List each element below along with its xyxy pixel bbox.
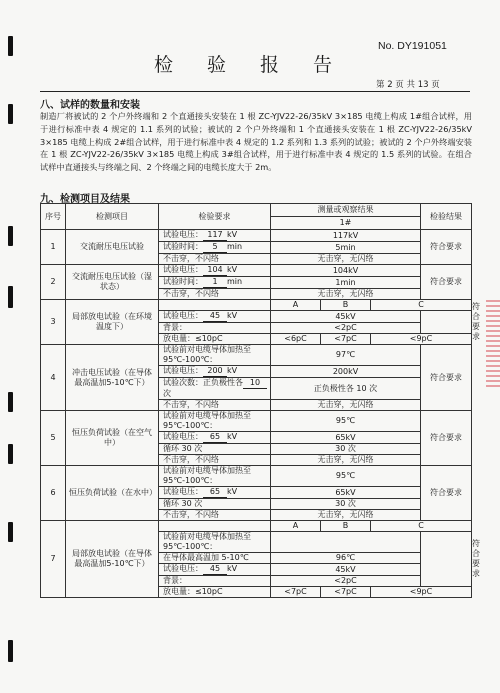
result-cell: 65kV	[271, 432, 421, 444]
row-seq: 1	[41, 230, 66, 265]
result-cell: 97℃	[271, 345, 421, 366]
requirement-label: 不击穿，不闪络	[163, 400, 219, 409]
result-cell	[271, 532, 421, 553]
requirement-cell	[159, 289, 271, 300]
section-8-title: 八、试样的数量和安装	[40, 100, 140, 111]
phase-header: B	[321, 521, 371, 532]
requirement-unit: min	[227, 277, 243, 286]
punch-mark	[8, 640, 13, 662]
requirement-label: 循环 30 次	[163, 444, 203, 453]
requirement-label: 背景：	[163, 323, 187, 332]
table-row	[41, 466, 472, 487]
phase-header: A	[271, 300, 321, 311]
requirement-blank	[159, 521, 271, 532]
requirement-value: 104	[203, 265, 227, 276]
result-cell: 无击穿，无闪络	[271, 455, 421, 466]
requirement-value: 10	[243, 378, 267, 389]
punch-mark	[8, 226, 13, 246]
requirement-cell	[159, 265, 271, 277]
row-item: 恒压负荷试验（在水中）	[66, 466, 159, 521]
requirement-value: 200	[203, 366, 227, 377]
page-title: 检 验 报 告	[153, 54, 347, 76]
phase-header: C	[371, 521, 472, 532]
section-9-title: 九、检测项目及结果	[40, 194, 130, 205]
phase-result: <7pC	[321, 334, 371, 345]
phase-result: <9pC	[371, 334, 472, 345]
requirement-label: 不击穿，不闪络	[163, 510, 219, 519]
requirement-cell	[159, 366, 271, 378]
result-cell: <2pC	[271, 323, 421, 334]
phase-header: A	[271, 521, 321, 532]
requirement-unit: min	[227, 242, 243, 251]
requirement-label: 放电量：≤10pC	[163, 587, 223, 596]
table-row	[41, 345, 472, 366]
requirement-cell	[159, 323, 271, 334]
phase-result: <7pC	[271, 587, 321, 598]
phase-result: <7pC	[321, 587, 371, 598]
requirement-cell	[159, 378, 271, 400]
table-row: 3 局部放电试验（在环境温度下） A B C 符合要求	[41, 300, 472, 311]
requirement-unit: 次	[163, 389, 171, 398]
result-cell: 96℃	[271, 553, 421, 564]
result-cell: 65kV	[271, 487, 421, 499]
result-cell: <2pC	[271, 576, 421, 587]
result-cell: 30 次	[271, 444, 421, 455]
requirement-label: 在导体最高温加 5-10℃	[163, 553, 249, 562]
requirement-label: 不击穿，不闪络	[163, 455, 219, 464]
requirement-unit: kV	[227, 432, 238, 441]
requirement-label: 试验电压：	[163, 432, 203, 441]
requirement-cell	[159, 564, 271, 576]
requirement-cell	[159, 466, 271, 487]
requirement-label: 试验电压：	[163, 366, 203, 375]
result-cell: 1min	[271, 277, 421, 289]
result-cell: 95℃	[271, 411, 421, 432]
phase-result: <9pC	[371, 587, 472, 598]
result-cell: 无击穿，无闪络	[271, 400, 421, 411]
row-seq: 5	[41, 411, 66, 466]
header-conclusion: 检验结果	[421, 204, 472, 230]
results-table	[40, 203, 480, 598]
result-cell: 45kV	[271, 311, 421, 323]
table-row	[41, 411, 472, 432]
requirement-label: 试验次数：正负极性各	[163, 378, 243, 387]
table-row	[41, 230, 472, 242]
row-item: 交流耐压电压试验（湿状态）	[66, 265, 159, 300]
requirement-label: 试验前对电缆导体加热至 95℃-100℃：	[163, 345, 251, 364]
header-rule	[40, 91, 470, 92]
row-conclusion: 符合要求	[421, 265, 472, 300]
punch-mark	[8, 392, 13, 412]
row-seq: 6	[41, 466, 66, 521]
header-sample: 1#	[271, 217, 421, 230]
requirement-label: 试验前对电缆导体加热至 95℃-100℃：	[163, 466, 251, 485]
requirement-label: 背景：	[163, 576, 187, 585]
requirement-cell	[159, 230, 271, 242]
requirement-cell	[159, 311, 271, 323]
requirement-cell	[159, 576, 271, 587]
requirement-cell	[159, 242, 271, 254]
punch-mark	[8, 286, 13, 308]
requirement-cell	[159, 254, 271, 265]
punch-mark	[8, 104, 13, 124]
header-item: 检测项目	[66, 204, 159, 230]
requirement-value: 1	[203, 277, 227, 288]
requirement-label: 试验前对电缆导体加热至 95℃-100℃：	[163, 532, 251, 551]
result-cell: 117kV	[271, 230, 421, 242]
phase-header: C	[371, 300, 472, 311]
row-item: 局部放电试验（在导体最高温加5-10℃下）	[66, 521, 159, 598]
row-item: 局部放电试验（在环境温度下）	[66, 300, 159, 345]
requirement-cell	[159, 487, 271, 499]
requirement-cell	[159, 334, 271, 345]
result-cell: 200kV	[271, 366, 421, 378]
table-row	[41, 265, 472, 277]
requirement-unit: kV	[227, 366, 238, 375]
row-conclusion: 符合要求	[421, 411, 472, 466]
requirement-label: 试验时间：	[163, 242, 203, 251]
punch-mark	[8, 444, 13, 464]
requirement-label: 放电量：≤10pC	[163, 334, 223, 343]
requirement-value: 5	[203, 242, 227, 253]
requirement-unit: kV	[227, 265, 238, 274]
requirement-label: 试验电压：	[163, 265, 203, 274]
row-seq: 2	[41, 265, 66, 300]
seal-stamp-edge	[486, 300, 500, 390]
page-indicator: 第 2 页 共 13 页	[376, 80, 440, 90]
punch-mark	[8, 522, 13, 542]
requirement-value: 45	[203, 311, 227, 322]
requirement-blank	[159, 300, 271, 311]
requirement-label: 试验时间：	[163, 277, 203, 286]
requirement-label: 不击穿，不闪络	[163, 289, 219, 298]
result-cell: 无击穿，无闪络	[271, 289, 421, 300]
requirement-unit: kV	[227, 487, 238, 496]
requirement-cell	[159, 444, 271, 455]
table-row: 7 局部放电试验（在导体最高温加5-10℃下） A B C 符合要求	[41, 521, 472, 532]
requirement-label: 试验前对电缆导体加热至 95℃-100℃：	[163, 411, 251, 430]
requirement-cell	[159, 277, 271, 289]
requirement-cell	[159, 499, 271, 510]
result-cell: 无击穿，无闪络	[271, 510, 421, 521]
header-result: 测量或观察结果	[271, 204, 421, 217]
result-cell: 无击穿，无闪络	[271, 254, 421, 265]
requirement-value: 45	[203, 564, 227, 575]
requirement-label: 试验电压：	[163, 487, 203, 496]
result-cell: 正负极性各 10 次	[271, 378, 421, 400]
result-cell: 5min	[271, 242, 421, 254]
section-8-paragraph: 制造厂将被试的 2 个户外终端和 2 个直通接头安装在 1 根 ZC-YJV22-26/35kV 3×185 电缆上构成 1#组合试样，用于进行标准中表 4 规定的 1.1 系列的试验；被试的 2 个户外终端和 1 个直通接头安装在 1 根 ZC-YJV22-26/35kV 3×185 电缆上构成 2#组合试样，用于进行标准中表 4 规定的 1.2 系列和 1.3 系列的试验；被试的 2 个户外终端安装在 1 根 ZC-YJV22-26/35kV 3×185 电缆上构成 3#组合试样，用于进行标准中表 4 规定的 1.5 系列的试验。在组合试样中直通接头与终端之间、2 个终端之间的电缆长度大于 2m。	[40, 111, 472, 173]
requirement-cell	[159, 400, 271, 411]
row-seq: 7	[41, 521, 66, 598]
requirement-value: 65	[203, 432, 227, 443]
phase-header: B	[321, 300, 371, 311]
row-conclusion: 符合要求	[421, 466, 472, 521]
header-seq: 序号	[41, 204, 66, 230]
row-conclusion: 符合要求	[421, 345, 472, 411]
requirement-label: 试验电压：	[163, 311, 203, 320]
row-item: 交流耐压电压试验	[66, 230, 159, 265]
requirement-cell	[159, 411, 271, 432]
requirement-cell	[159, 510, 271, 521]
requirement-cell	[159, 587, 271, 598]
requirement-label: 试验电压：	[163, 564, 203, 573]
requirement-cell	[159, 345, 271, 366]
result-cell: 95℃	[271, 466, 421, 487]
result-cell: 104kV	[271, 265, 421, 277]
row-seq: 3	[41, 300, 66, 345]
requirement-unit: kV	[227, 311, 238, 320]
requirement-unit: kV	[227, 564, 238, 573]
result-cell: 45kV	[271, 564, 421, 576]
requirement-cell	[159, 532, 271, 553]
requirement-cell	[159, 455, 271, 466]
requirement-cell	[159, 553, 271, 564]
result-cell: 30 次	[271, 499, 421, 510]
requirement-cell	[159, 432, 271, 444]
requirement-label: 循环 30 次	[163, 499, 203, 508]
row-item: 冲击电压试验（在导体最高温加5-10℃下）	[66, 345, 159, 411]
requirement-value: 65	[203, 487, 227, 498]
requirement-label: 不击穿，不闪络	[163, 254, 219, 263]
report-number: No. DY191051	[378, 40, 447, 52]
row-item: 恒压负荷试验（在空气中）	[66, 411, 159, 466]
requirement-label: 试验电压：	[163, 230, 203, 239]
header-requirement: 检验要求	[159, 204, 271, 230]
row-seq: 4	[41, 345, 66, 411]
requirement-value: 117	[203, 230, 227, 241]
phase-result: <6pC	[271, 334, 321, 345]
requirement-unit: kV	[227, 230, 238, 239]
row-conclusion: 符合要求	[421, 230, 472, 265]
